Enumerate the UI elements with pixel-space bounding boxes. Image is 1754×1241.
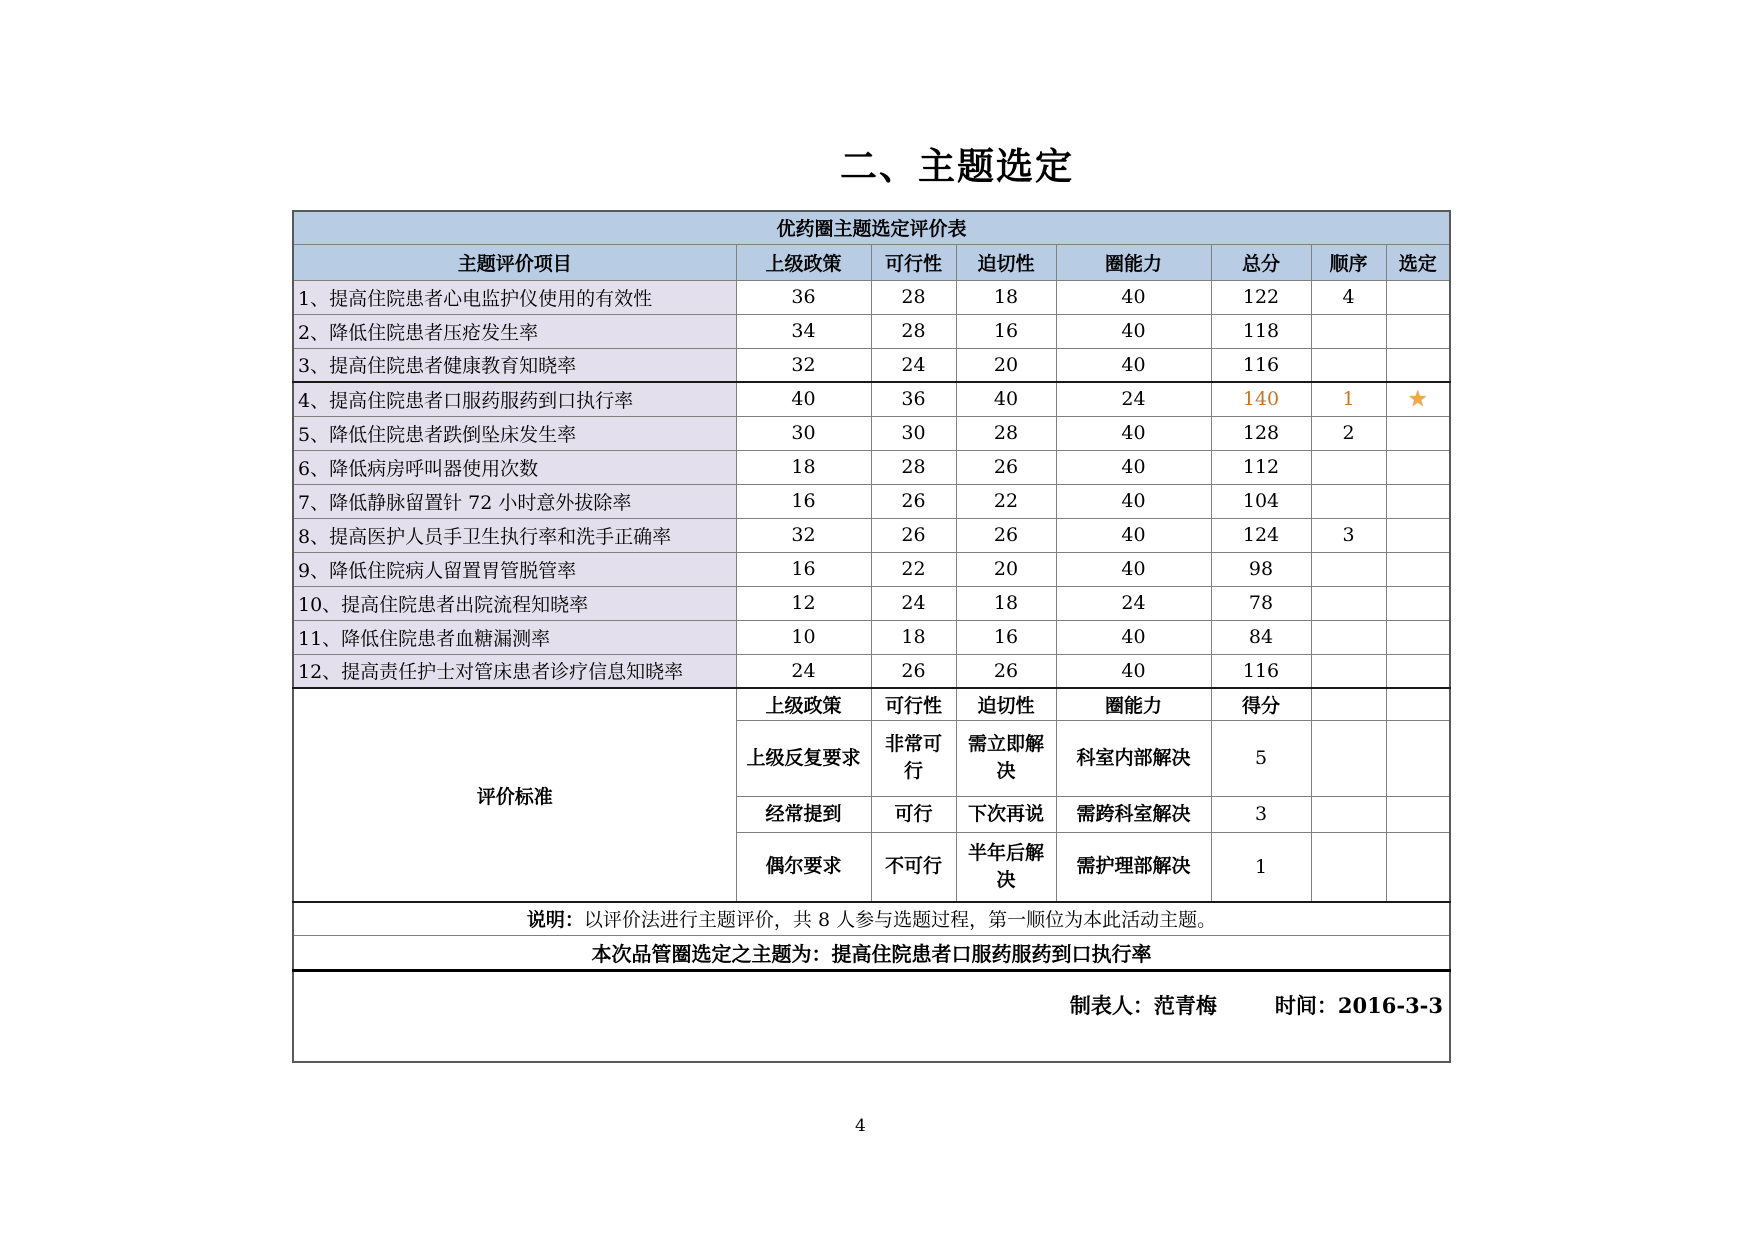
empty-cell [1311,832,1386,902]
table-title: 优药圈主题选定评价表 [293,211,1450,244]
score-cell-feasibility: 28 [871,314,956,348]
score-cell-feasibility: 18 [871,620,956,654]
topic-label-cell: 3、提高住院患者健康教育知晓率 [293,348,736,382]
criteria-section [293,688,1450,902]
score-cell-feasibility: 28 [871,280,956,314]
topic-row [293,586,1450,620]
score-cell-order: 1 [1311,382,1386,416]
score-cell-order [1311,552,1386,586]
score-cell-urgency: 20 [956,348,1056,382]
selected-star-cell [1386,518,1450,552]
criteria-label: 评价标准 [293,688,736,902]
score-cell-policy: 12 [736,586,871,620]
topic-row [293,484,1450,518]
score-cell-total: 98 [1211,552,1311,586]
criteria-value-cell: 半年后解决 [956,832,1056,902]
selected-star-cell [1386,280,1450,314]
score-cell-capability: 40 [1056,518,1211,552]
score-cell-feasibility: 22 [871,552,956,586]
score-cell-order [1311,314,1386,348]
column-header: 迫切性 [956,244,1056,280]
score-cell-policy: 32 [736,348,871,382]
score-cell-capability: 40 [1056,484,1211,518]
score-cell-order: 4 [1311,280,1386,314]
topic-row [293,348,1450,382]
score-cell-urgency: 26 [956,654,1056,688]
selected-star-cell [1386,620,1450,654]
score-cell-feasibility: 28 [871,450,956,484]
topic-row [293,552,1450,586]
score-cell-capability: 24 [1056,586,1211,620]
score-cell-policy: 10 [736,620,871,654]
score-cell-policy: 32 [736,518,871,552]
topic-label-cell: 12、提高责任护士对管床患者诊疗信息知晓率 [293,654,736,688]
score-cell-feasibility: 24 [871,586,956,620]
score-cell-capability: 40 [1056,416,1211,450]
score-cell-total: 78 [1211,586,1311,620]
score-cell-urgency: 40 [956,382,1056,416]
score-cell-total: 118 [1211,314,1311,348]
time-value: 2016-3-3 [1337,992,1444,1018]
score-cell-policy: 36 [736,280,871,314]
creator-name: 范青梅 [1153,992,1217,1018]
footer-cell [293,970,1450,1062]
empty-cell [1386,832,1450,902]
score-cell-feasibility: 36 [871,382,956,416]
column-header: 选定 [1386,244,1450,280]
score-cell-policy: 40 [736,382,871,416]
score-cell-policy: 34 [736,314,871,348]
criteria-column-header: 迫切性 [956,688,1056,720]
score-cell-feasibility: 26 [871,484,956,518]
score-cell-total: 124 [1211,518,1311,552]
empty-cell [1386,720,1450,796]
selected-star-cell [1386,654,1450,688]
page-title: 二、主题选定 [840,144,1074,188]
score-cell-urgency: 28 [956,416,1056,450]
score-cell-order [1311,620,1386,654]
topic-row [293,450,1450,484]
score-cell-capability: 40 [1056,314,1211,348]
time-label: 时间： [1274,992,1338,1018]
topic-selection-table [292,210,1451,1063]
selected-star-cell [1386,484,1450,518]
score-cell-order: 2 [1311,416,1386,450]
topic-row [293,654,1450,688]
score-cell-urgency: 22 [956,484,1056,518]
score-cell-total: 84 [1211,620,1311,654]
empty-cell [1311,720,1386,796]
column-header-row [293,244,1450,280]
footer-row [293,970,1450,1062]
empty-cell [1311,796,1386,832]
score-cell-total: 122 [1211,280,1311,314]
score-cell-total: 140 [1211,382,1311,416]
creator-label: 制表人： [1069,992,1154,1018]
note-row [293,902,1450,935]
topic-row [293,314,1450,348]
topic-label-cell: 4、提高住院患者口服药服药到口执行率 [293,382,736,416]
criteria-value-cell: 经常提到 [736,796,871,832]
criteria-value-cell: 下次再说 [956,796,1056,832]
criteria-value-cell: 需护理部解决 [1056,832,1211,902]
topic-row [293,518,1450,552]
score-cell-urgency: 20 [956,552,1056,586]
empty-cell [1386,688,1450,720]
selected-theme-cell: 本次品管圈选定之主题为：提高住院患者口服药服药到口执行率 [293,935,1450,970]
score-cell-feasibility: 24 [871,348,956,382]
criteria-value-cell: 科室内部解决 [1056,720,1211,796]
note-label: 说明： [526,909,584,932]
note-text: 以评价法进行主题评价，共 8 人参与选题过程，第一顺位为本此活动主题。 [583,909,1217,932]
score-cell-order [1311,654,1386,688]
column-header: 顺序 [1311,244,1386,280]
topic-label-cell: 10、提高住院患者出院流程知晓率 [293,586,736,620]
score-cell-feasibility: 30 [871,416,956,450]
criteria-column-header: 上级政策 [736,688,871,720]
topic-row [293,382,1450,416]
column-header: 上级政策 [736,244,871,280]
criteria-column-header: 可行性 [871,688,956,720]
score-cell-capability: 40 [1056,450,1211,484]
score-cell-order [1311,450,1386,484]
score-cell-order [1311,484,1386,518]
score-cell-policy: 30 [736,416,871,450]
selected-star-cell [1386,450,1450,484]
empty-cell [1386,796,1450,832]
score-cell-total: 116 [1211,654,1311,688]
topic-label-cell: 2、降低住院患者压疮发生率 [293,314,736,348]
score-cell-capability: 40 [1056,348,1211,382]
score-cell-policy: 24 [736,654,871,688]
column-header: 圈能力 [1056,244,1211,280]
criteria-value-cell: 非常可行 [871,720,956,796]
score-cell-feasibility: 26 [871,518,956,552]
criteria-value-cell: 偶尔要求 [736,832,871,902]
criteria-value-cell: 上级反复要求 [736,720,871,796]
topic-label-cell: 1、提高住院患者心电监护仪使用的有效性 [293,280,736,314]
score-cell-capability: 40 [1056,280,1211,314]
score-cell-order: 3 [1311,518,1386,552]
topic-row [293,280,1450,314]
criteria-value-cell: 需立即解决 [956,720,1056,796]
score-cell-policy: 18 [736,450,871,484]
score-cell-urgency: 26 [956,450,1056,484]
score-cell-total: 112 [1211,450,1311,484]
selected-star-cell [1386,586,1450,620]
selected-theme-row [293,935,1450,970]
summary-section [293,902,1450,1062]
empty-cell [1311,688,1386,720]
topic-label-cell: 6、降低病房呼叫器使用次数 [293,450,736,484]
criteria-header-row [293,688,1450,720]
score-cell-urgency: 18 [956,586,1056,620]
column-header: 可行性 [871,244,956,280]
score-cell-urgency: 18 [956,280,1056,314]
score-cell-urgency: 26 [956,518,1056,552]
score-cell-urgency: 16 [956,314,1056,348]
page-number: 4 [855,1116,866,1136]
score-cell-total: 104 [1211,484,1311,518]
criteria-score-cell: 3 [1211,796,1311,832]
score-cell-order [1311,586,1386,620]
topic-row [293,416,1450,450]
selected-star-cell [1386,314,1450,348]
topic-label-cell: 9、降低住院病人留置胃管脱管率 [293,552,736,586]
criteria-column-header: 圈能力 [1056,688,1211,720]
score-cell-order [1311,348,1386,382]
topic-label-cell: 7、降低静脉留置针 72 小时意外拔除率 [293,484,736,518]
score-cell-total: 116 [1211,348,1311,382]
criteria-score-cell: 5 [1211,720,1311,796]
table-title-row [293,211,1450,244]
note-cell [293,902,1450,935]
criteria-value-cell: 可行 [871,796,956,832]
score-cell-capability: 40 [1056,654,1211,688]
topic-label-cell: 8、提高医护人员手卫生执行率和洗手正确率 [293,518,736,552]
criteria-score-cell: 1 [1211,832,1311,902]
topic-rows [293,280,1450,688]
score-cell-capability: 24 [1056,382,1211,416]
score-cell-urgency: 16 [956,620,1056,654]
criteria-value-cell: 需跨科室解决 [1056,796,1211,832]
criteria-column-header: 得分 [1211,688,1311,720]
score-cell-policy: 16 [736,484,871,518]
selected-star-cell [1386,348,1450,382]
selected-star-cell [1386,416,1450,450]
selected-star-cell: ★ [1386,382,1450,416]
selected-star-cell [1386,552,1450,586]
column-header: 主题评价项目 [293,244,736,280]
score-cell-total: 128 [1211,416,1311,450]
topic-label-cell: 11、降低住院患者血糖漏测率 [293,620,736,654]
topic-row [293,620,1450,654]
topic-label-cell: 5、降低住院患者跌倒坠床发生率 [293,416,736,450]
score-cell-capability: 40 [1056,620,1211,654]
criteria-value-cell: 不可行 [871,832,956,902]
column-header: 总分 [1211,244,1311,280]
score-cell-feasibility: 26 [871,654,956,688]
score-cell-policy: 16 [736,552,871,586]
score-cell-capability: 40 [1056,552,1211,586]
